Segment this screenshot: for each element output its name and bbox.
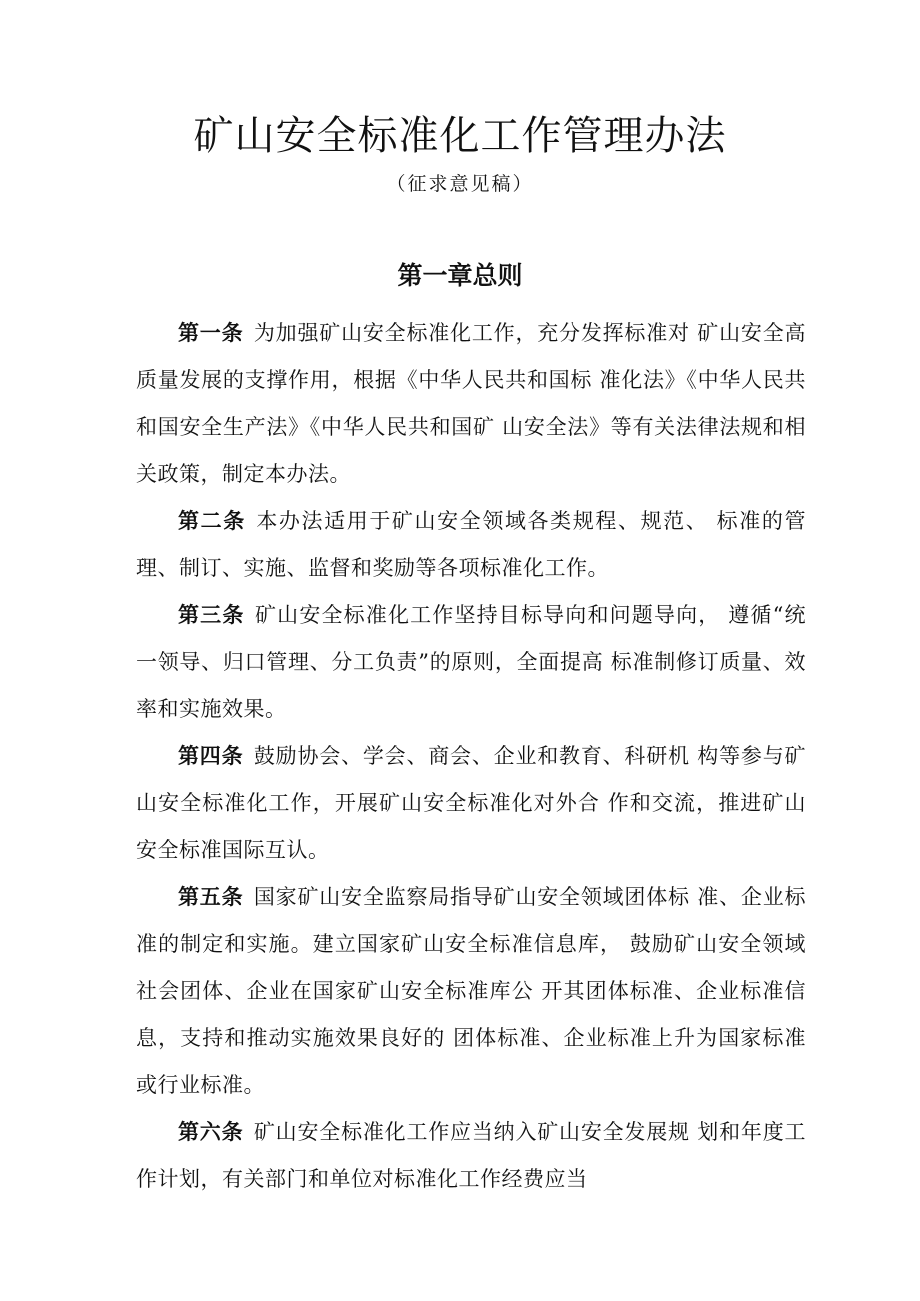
document-subtitle: （征求意见稿） — [386, 173, 534, 195]
article-text: 为加强矿山安全标准化工作，充分发挥标准对 矿山安全高质量发展的支撑作用，根据《中华人民共和国标 准化法》《中华人民共和国安全生产法》《中华人民共和国矿 山安全法》等有关法律法规和相关政策，制定本办法。 — [136, 321, 806, 486]
article-number: 第三条 — [178, 603, 245, 627]
article-4 — [136, 733, 806, 874]
article-number: 第五条 — [178, 885, 244, 909]
article-text: 鼓励协会、学会、商会、企业和教育、科研机 构等参与矿山安全标准化工作，开展矿山安全标准化对外合 作和交流，推进矿山安全标准国际互认。 — [136, 744, 806, 862]
article-3 — [136, 592, 806, 733]
article-6 — [136, 1109, 806, 1203]
article-number: 第一条 — [178, 321, 244, 345]
article-text: 国家矿山安全监察局指导矿山安全领域团体标 准、企业标准的制定和实施。建立国家矿山安全标准信息库， 鼓励矿山安全领域社会团体、企业在国家矿山安全标准库公 开其团体标准、企业标准信息，支持和推动实施效果良好的 团体标准、企业标准上升为国家标准或行业标准。 — [136, 885, 806, 1097]
article-5 — [136, 874, 806, 1109]
article-text: 矿山安全标准化工作应当纳入矿山安全发展规 划和年度工作计划，有关部门和单位对标准化工作经费应当 — [136, 1120, 806, 1191]
article-2 — [136, 498, 806, 592]
article-number: 第二条 — [178, 509, 246, 533]
document-title: 矿山安全标准化工作管理办法 — [193, 113, 727, 159]
chapter-title: 第一章总则 — [397, 261, 523, 290]
article-list — [136, 310, 806, 1203]
article-number: 第四条 — [178, 744, 244, 768]
article-text: 本办法适用于矿山安全领域各类规程、规范、 标准的管理、制订、实施、监督和奖励等各项标准化工作。 — [136, 509, 806, 580]
article-number: 第六条 — [178, 1120, 244, 1144]
article-1 — [136, 310, 806, 498]
article-text: 矿山安全标准化工作坚持目标导向和问题导向， 遵循“统一领导、归口管理、分工负责”的原则，全面提高 标准制修订质量、效率和实施效果。 — [136, 603, 806, 721]
